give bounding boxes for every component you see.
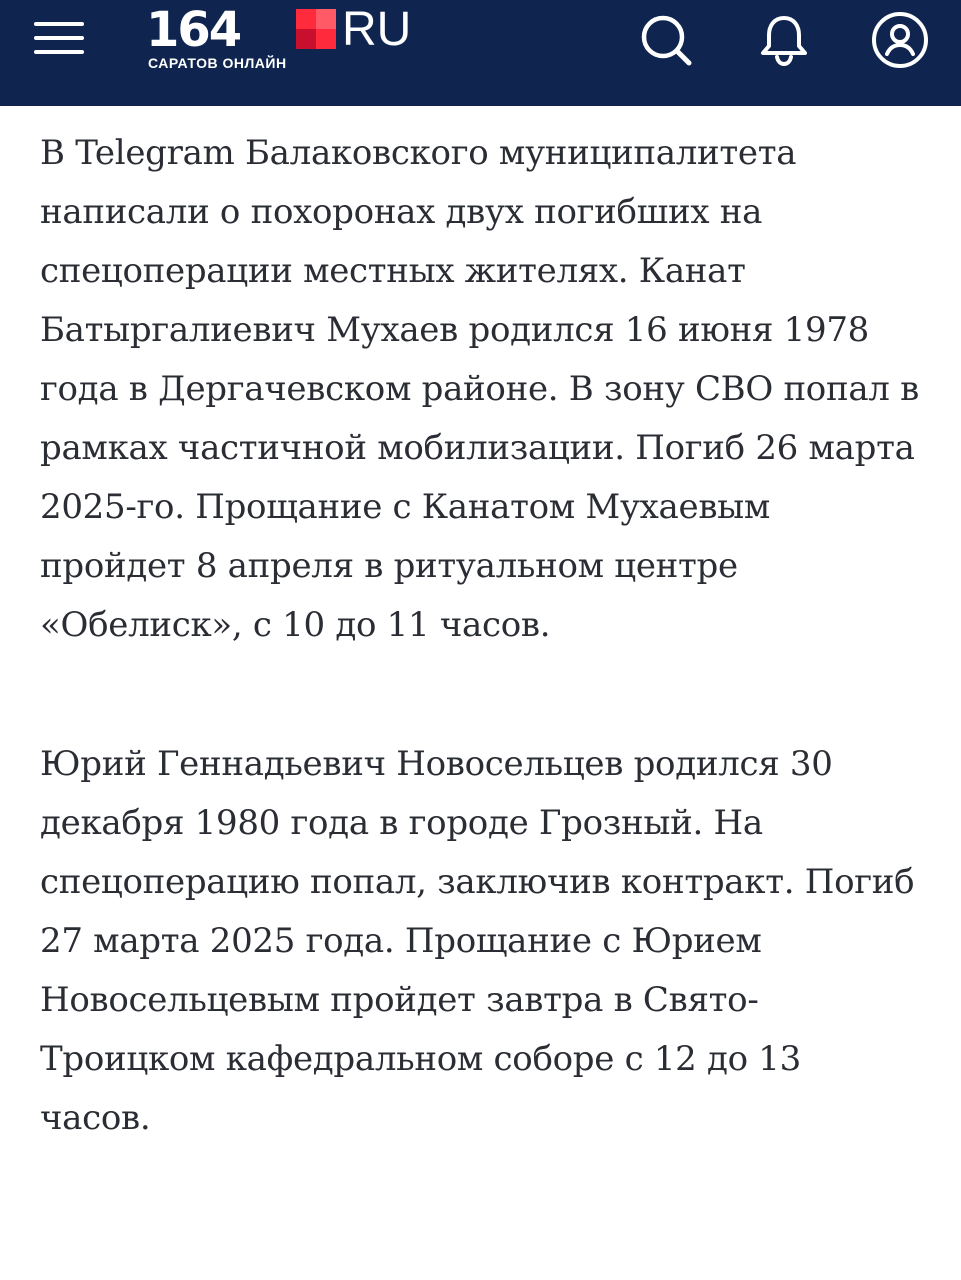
logo-subtitle: САРАТОВ ОНЛАЙН	[148, 55, 287, 71]
site-header	[0, 0, 961, 106]
search-icon[interactable]	[636, 10, 696, 70]
site-logo[interactable]	[146, 2, 436, 74]
article-paragraph: В Telegram Балаковского муниципалитета написали о похоронах двух погибших на спецоперации местных жителях. Канат Батыргалиевич Мухаев родился 16 июня 1978 года в Дергачевском районе. В зону СВО попал в рамках частичной мобилизации. Погиб 26 марта 2025-го. Прощание с Канатом Мухаевым пройдет 8 апреля в ритуальном центре «Обелиск», с 10 до 11 часов.	[40, 133, 919, 645]
user-icon[interactable]	[870, 10, 930, 70]
logo-square-mark	[296, 9, 336, 49]
article-paragraph: Юрий Геннадьевич Новосельцев родился 30 декабря 1980 года в городе Грозный. На спецоперацию попал, заключив контракт. Погиб 27 марта 2025 года. Прощание с Юрием Новосельцевым пройдет завтра в Свято-Троицком кафедральном соборе с 12 до 13 часов.	[40, 744, 915, 1138]
hamburger-menu-icon[interactable]	[34, 20, 86, 56]
logo-suffix: RU	[342, 3, 412, 56]
article-body	[40, 124, 920, 1148]
bell-icon[interactable]	[754, 10, 814, 70]
logo-number: 164	[146, 2, 241, 58]
